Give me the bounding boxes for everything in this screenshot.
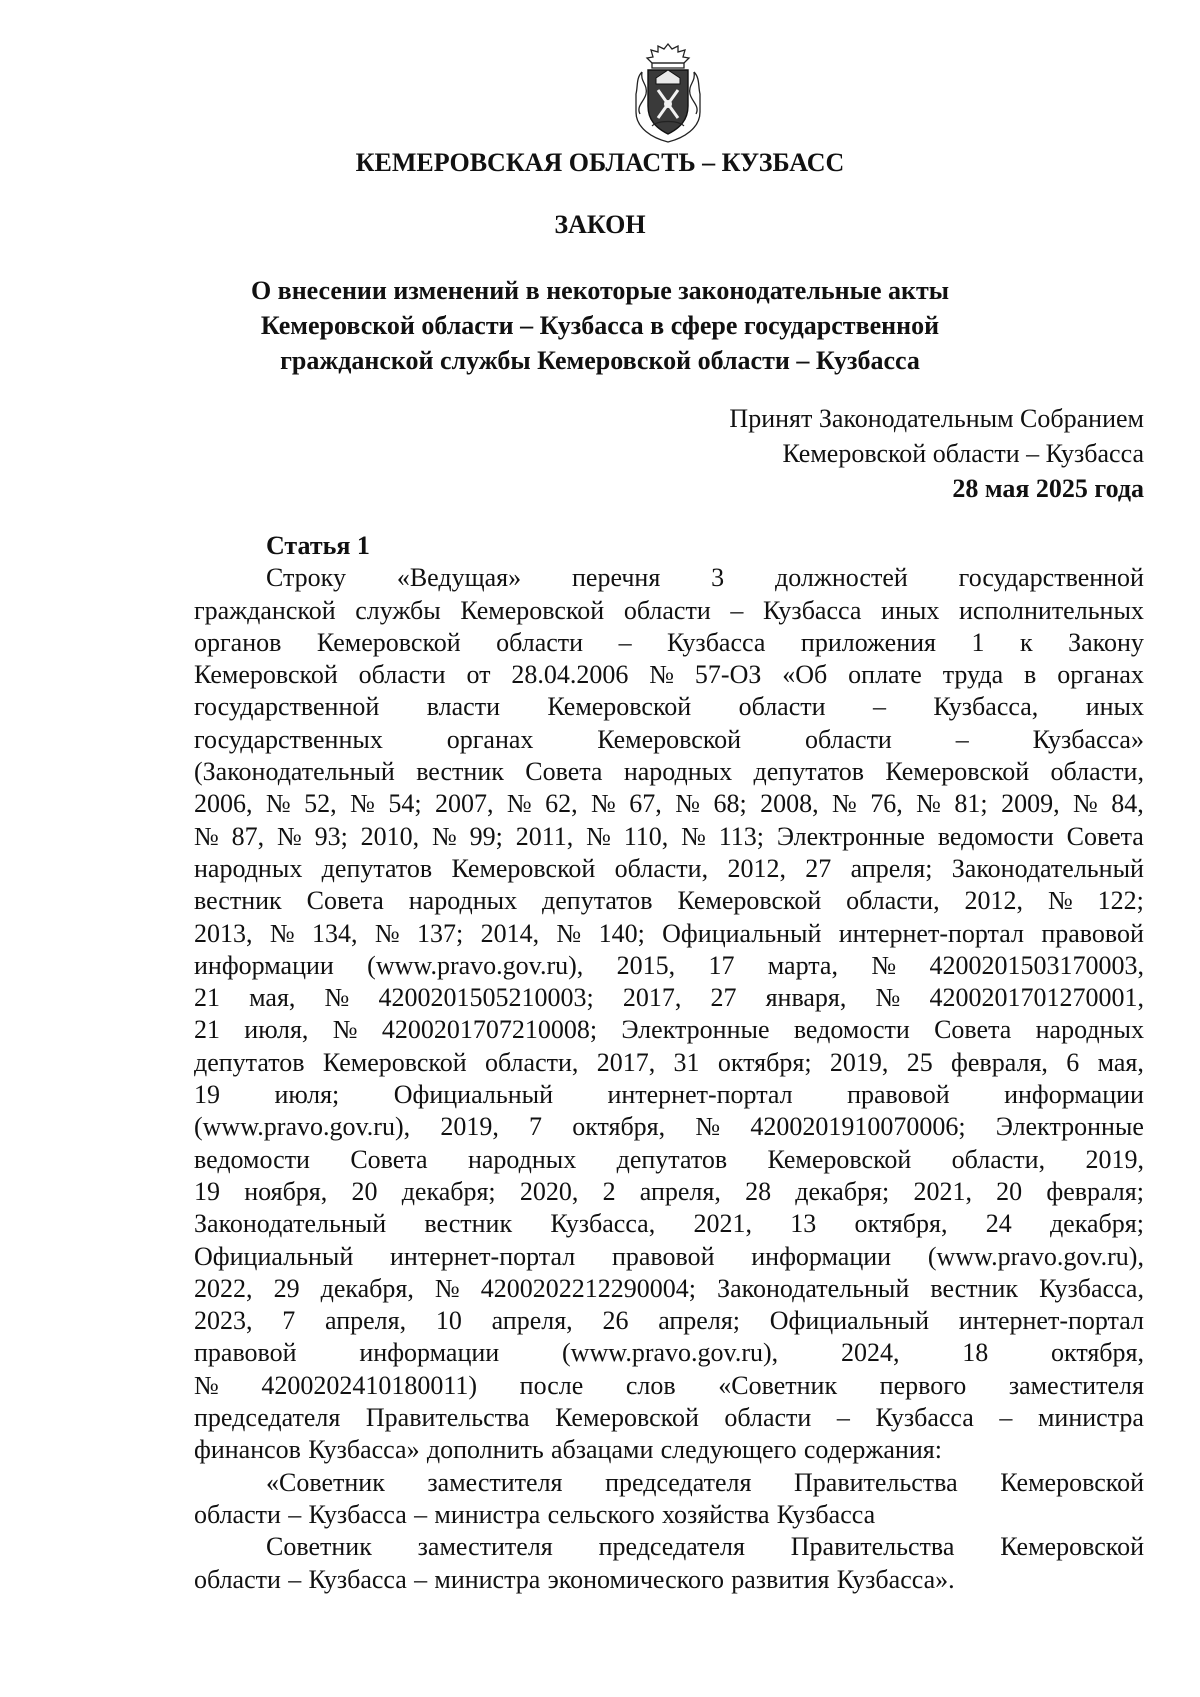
text-line: Официальный интернет-портал правовой информации (www.pravo.gov.ru), xyxy=(194,1241,1144,1271)
text-line: Законодательный вестник Кузбасса, 2021, 13 октября, 24 декабря; xyxy=(194,1209,1144,1239)
text-line: 2006, № 52, № 54; 2007, № 62, № 67, № 68; 2008, № 76, № 81; 2009, № 84, xyxy=(194,789,1144,819)
law-title-line: гражданской службы Кемеровской области – Кузбасса xyxy=(280,346,920,375)
text-line: 21 июля, № 4200201707210008; Электронные ведомости Совета народных xyxy=(194,1015,1144,1045)
article-1 xyxy=(194,530,1144,1596)
text-line: гражданской службы Кемеровской области – Кузбасса иных исполнительных xyxy=(194,595,1144,625)
adoption-block xyxy=(600,401,1144,506)
text-line: 2022, 29 декабря, № 4200202212290004; Законодательный вестник Кузбасса, xyxy=(194,1273,1144,1303)
text-line: 2023, 7 апреля, 10 апреля, 26 апреля; Официальный интернет-портал xyxy=(194,1306,1144,1336)
adoption-date: 28 мая 2025 года xyxy=(952,474,1144,503)
article-title: Статья 1 xyxy=(266,531,370,560)
text-line: области – Кузбасса – министра сельского хозяйства Кузбасса xyxy=(194,1499,876,1529)
law-title-line: О внесении изменений в некоторые законодательные акты xyxy=(250,276,950,305)
document-type-heading: ЗАКОН xyxy=(554,210,646,239)
text-line: народных депутатов Кемеровской области, 2012, 27 апреля; Законодательный xyxy=(194,853,1144,883)
text-line: 19 ноября, 20 декабря; 2020, 2 апреля, 28 декабря; 2021, 20 февраля; xyxy=(194,1176,1144,1206)
adoption-line: Кемеровской области – Кузбасса xyxy=(782,439,1144,468)
text-line: информации (www.pravo.gov.ru), 2015, 17 марта, № 4200201503170003, xyxy=(194,950,1144,980)
coat-of-arms-icon xyxy=(628,40,708,146)
text-line: (Законодательный вестник Совета народных депутатов Кемеровской области, xyxy=(194,757,1144,787)
text-line: 21 мая, № 4200201505210003; 2017, 27 января, № 4200201701270001, xyxy=(194,983,1144,1013)
region-heading: КЕМЕРОВСКАЯ ОБЛАСТЬ – КУЗБАСС xyxy=(355,148,845,177)
text-line: (www.pravo.gov.ru), 2019, 7 октября, № 4200201910070006; Электронные xyxy=(194,1112,1144,1142)
adoption-line: Принят Законодательным Собранием xyxy=(729,404,1144,433)
law-title xyxy=(150,273,1050,378)
text-line: правовой информации (www.pravo.gov.ru), 2024, 18 октября, xyxy=(194,1338,1144,1368)
text-line: 2013, № 134, № 137; 2014, № 140; Официальный интернет-портал правовой xyxy=(194,918,1144,948)
text-line: Кемеровской области от 28.04.2006 № 57-ОЗ «Об оплате труда в органах xyxy=(194,660,1144,690)
text-line: государственных органах Кемеровской области – Кузбасса» xyxy=(194,724,1144,754)
text-line: вестник Совета народных депутатов Кемеровской области, 2012, № 122; xyxy=(194,886,1144,916)
text-line: депутатов Кемеровской области, 2017, 31 октября; 2019, 25 февраля, 6 мая, xyxy=(194,1047,1144,1077)
text-line: Советник заместителя председателя Правительства Кемеровской xyxy=(266,1532,1144,1562)
text-line: председателя Правительства Кемеровской области – Кузбасса – министра xyxy=(194,1403,1144,1433)
text-line: органов Кемеровской области – Кузбасса приложения 1 к Закону xyxy=(194,627,1144,657)
text-line: № 87, № 93; 2010, № 99; 2011, № 110, № 113; Электронные ведомости Совета xyxy=(194,821,1144,851)
text-line: № 4200202410180011) после слов «Советник первого заместителя xyxy=(194,1370,1144,1400)
text-line: финансов Кузбасса» дополнить абзацами следующего содержания: xyxy=(194,1435,942,1465)
text-line: 19 июля; Официальный интернет-портал правовой информации xyxy=(194,1080,1144,1110)
text-line: государственной власти Кемеровской области – Кузбасса, иных xyxy=(194,692,1144,722)
text-line: области – Кузбасса – министра экономического развития Кузбасса». xyxy=(194,1564,955,1594)
text-line: «Советник заместителя председателя Правительства Кемеровской xyxy=(266,1467,1144,1497)
law-title-line: Кемеровской области – Кузбасса в сфере государственной xyxy=(260,311,940,340)
text-line: ведомости Совета народных депутатов Кемеровской области, 2019, xyxy=(194,1144,1144,1174)
text-line: Строку «Ведущая» перечня 3 должностей государственной xyxy=(266,563,1144,593)
article-body xyxy=(194,562,1144,1596)
